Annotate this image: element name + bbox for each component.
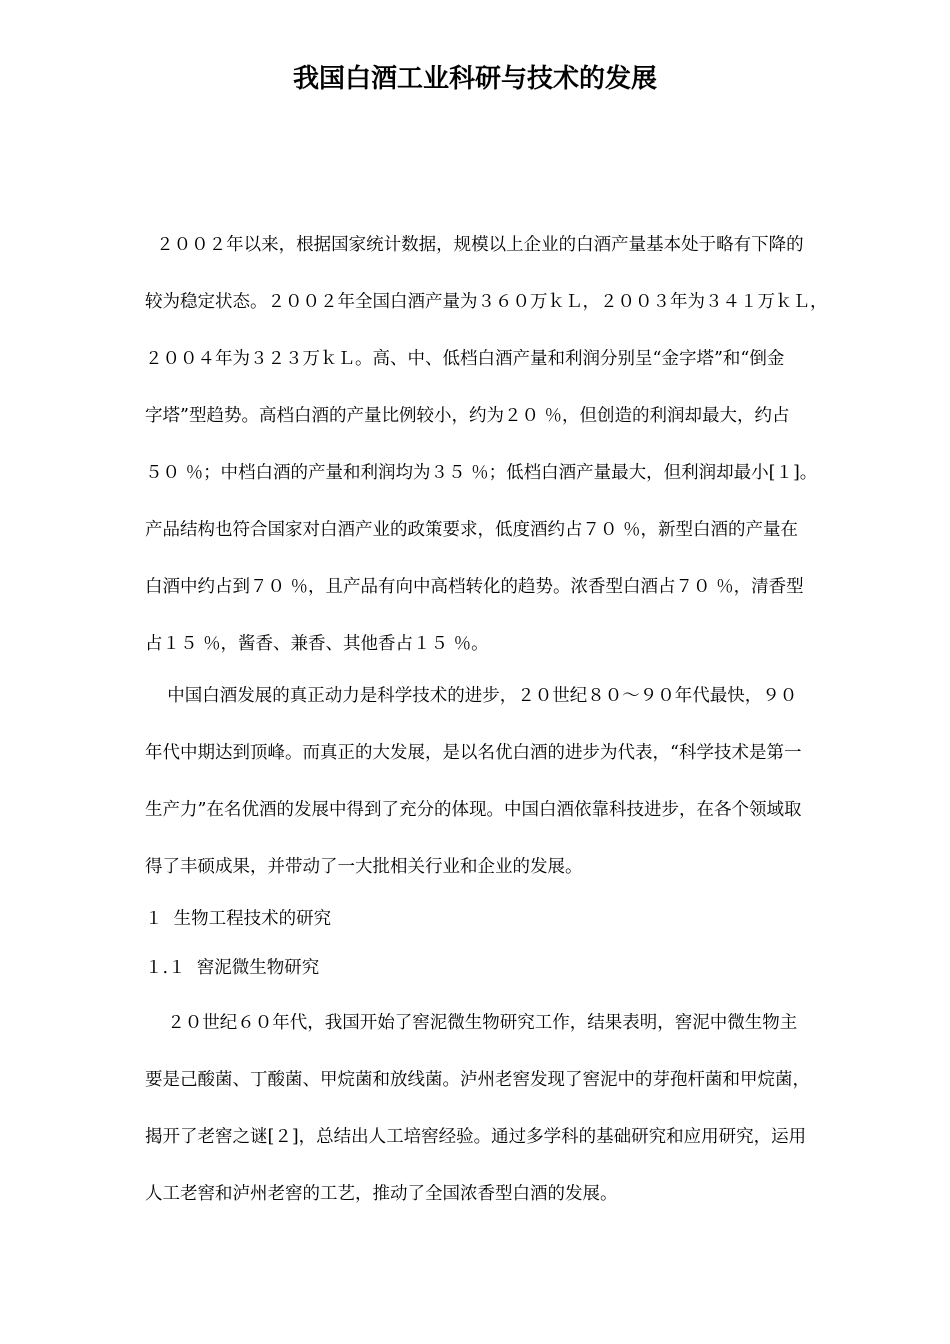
text-line: 占１５ ％，酱香、兼香、其他香占１５ ％。 <box>145 634 489 654</box>
text-line: ２００４年为３２３万ｋＬ。高、中、低档白酒产量和利润分别呈“金字塔”和“倒金 <box>145 349 785 369</box>
text-line: 中国白酒发展的真正动力是科学技术的进步，２０世纪８０～９０年代最快，９０ <box>145 686 798 706</box>
text-line: 较为稳定状态。２００２年全国白酒产量为３６０万ｋＬ，２００３年为３４１万ｋＬ， <box>145 292 828 312</box>
text-line: ２０世纪６０年代，我国开始了窖泥微生物研究工作，结果表明，窖泥中微生物主 <box>145 1013 798 1033</box>
text-line: 要是己酸菌、丁酸菌、甲烷菌和放线菌。泸州老窖发现了窖泥中的芽孢杆菌和甲烷菌， <box>145 1070 810 1090</box>
text-line: 生产力”在名优酒的发展中得到了充分的体现。中国白酒依靠科技进步，在各个领域取 <box>145 800 802 820</box>
text-line: 字塔”型趋势。高档白酒的产量比例较小，约为２０ ％，但创造的利润却最大，约占 <box>145 406 790 426</box>
document-title: 我国白酒工业科研与技术的发展 <box>292 64 657 94</box>
text-line: 白酒中约占到７０ ％，且产品有向中高档转化的趋势。浓香型白酒占７０ ％，清香型 <box>145 577 804 597</box>
text-line: ２００２年以来，根据国家统计数据，规模以上企业的白酒产量基本处于略有下降的 <box>145 235 804 255</box>
subsection-heading: １.１ 窖泥微生物研究 <box>145 958 320 978</box>
text-line: 产品结构也符合国家对白酒产业的政策要求，低度酒约占７０ ％，新型白酒的产量在 <box>145 520 799 540</box>
text-line: 年代中期达到顶峰。而真正的大发展，是以名优白酒的进步为代表，“科学技术是第一 <box>145 743 802 763</box>
section-heading: １ 生物工程技术的研究 <box>145 909 332 929</box>
text-line: ５０ ％；中档白酒的产量和利润均为３５ ％；低档白酒产量最大，但利润却最小[１]。 <box>145 463 818 483</box>
text-line: 得了丰硕成果，并带动了一大批相关行业和企业的发展。 <box>145 857 583 877</box>
text-line: 人工老窖和泸州老窖的工艺，推动了全国浓香型白酒的发展。 <box>145 1184 618 1204</box>
text-line: 揭开了老窖之谜[２]，总结出人工培窖经验。通过多学科的基础研究和应用研究，运用 <box>145 1127 807 1147</box>
